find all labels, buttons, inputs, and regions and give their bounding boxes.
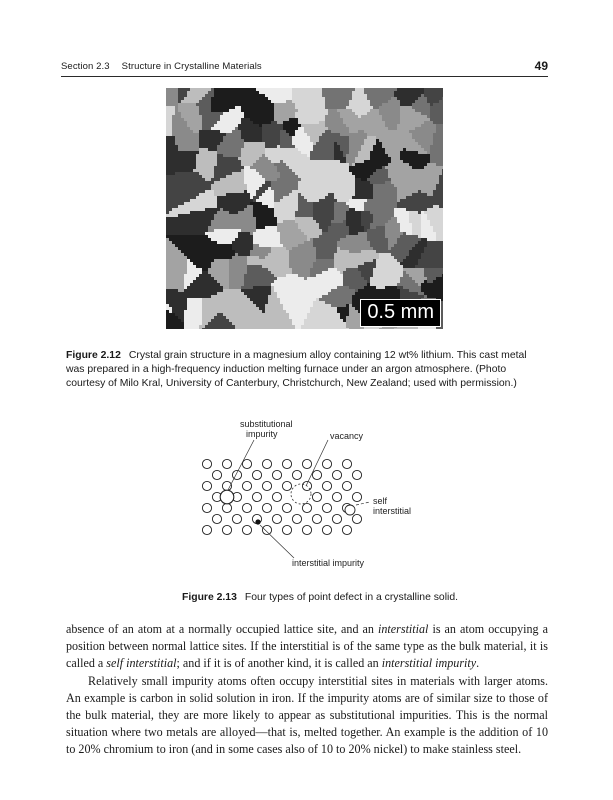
- lattice-atom: [352, 492, 361, 501]
- lattice-atom: [322, 503, 331, 512]
- lattice-atom: [352, 514, 361, 523]
- figure-2-13-text: Four types of point defect in a crystalline solid.: [244, 592, 458, 603]
- lattice-atom: [292, 514, 301, 523]
- self-interstitial-leader: [356, 502, 370, 505]
- lattice-atom: [212, 514, 221, 523]
- lattice-atom: [302, 525, 311, 534]
- running-header: [61, 60, 548, 77]
- lattice-atom: [352, 470, 361, 479]
- lattice-atom: [272, 470, 281, 479]
- lattice-atom: [242, 525, 251, 534]
- lattice-atom: [262, 459, 271, 468]
- label-substitutional: substitutional: [240, 419, 293, 429]
- body-text: [66, 621, 548, 759]
- lattice-atom: [202, 503, 211, 512]
- self-interstitial-atom: [345, 505, 355, 515]
- section-number: Section 2.3: [61, 61, 110, 72]
- lattice-atom: [322, 525, 331, 534]
- lattice-atom: [272, 514, 281, 523]
- lattice-atom: [302, 459, 311, 468]
- lattice-atom: [262, 525, 271, 534]
- lattice-atom: [312, 492, 321, 501]
- p1-text-e: ; and if it is of another kind, it is called an: [176, 656, 382, 671]
- label-vacancy: vacancy: [330, 431, 364, 441]
- label-impurity: impurity: [246, 429, 278, 439]
- lattice-atom: [262, 503, 271, 512]
- lattice-atom: [202, 481, 211, 490]
- lattice-atom: [202, 459, 211, 468]
- p1-term-interstitial: interstitial: [378, 622, 429, 636]
- section-name: Structure in Crystalline Materials: [121, 61, 262, 72]
- p1-term-self-interstitial: self interstitial: [106, 656, 177, 671]
- lattice-atom: [252, 470, 261, 479]
- lattice-atom: [282, 503, 291, 512]
- lattice-atom: [332, 470, 341, 479]
- point-defect-diagram: [190, 418, 420, 578]
- lattice-atom: [222, 459, 231, 468]
- p1-text-c: is an atom occupying a position between normal lattice sites. If the interstitial is of the same type as the bulk material, it is called a: [66, 622, 549, 671]
- p1-term-interstitial-impurity: interstitial impurity: [381, 656, 477, 671]
- lattice-atom: [332, 492, 341, 501]
- lattice-atom: [322, 459, 331, 468]
- lattice-atom: [222, 503, 231, 512]
- grain-structure-image: [166, 88, 443, 329]
- lattice-atom: [312, 470, 321, 479]
- lattice-atom: [322, 481, 331, 490]
- figure-2-12-text: Crystal grain structure in a magnesium alloy containing 12 wt% lithium. This cast metal was prepared in a high-frequency induction melting furnace under an argon atmosphere. (Photo courtesy of Milo Kral, University of Canterbury, Christchurch, New Zealand; used with permission.): [66, 350, 527, 389]
- lattice-atom: [232, 514, 241, 523]
- lattice-atom: [242, 503, 251, 512]
- lattice-atom: [292, 470, 301, 479]
- p1-text-a: absence of an atom at a normally occupied lattice site, and an: [66, 622, 379, 636]
- p1-text-g: .: [476, 656, 480, 671]
- lattice-atom: [212, 470, 221, 479]
- grain-structure-photo: [166, 88, 443, 329]
- lattice-atom: [242, 459, 251, 468]
- page-number: 49: [534, 59, 548, 73]
- scale-bar: 0.5 mm: [360, 299, 441, 327]
- label-interstitial-impurity: interstitial impurity: [292, 558, 365, 568]
- section-title: [61, 61, 262, 72]
- paragraph-1: [66, 621, 548, 673]
- lattice-atom: [262, 481, 271, 490]
- figure-2-12-label: Figure 2.12: [66, 350, 121, 361]
- interstitial-impurity-atom: [255, 519, 260, 524]
- lattice-atom: [272, 492, 281, 501]
- lattice-atom: [342, 525, 351, 534]
- lattice-atom: [332, 514, 341, 523]
- figure-2-13-label: Figure 2.13: [182, 592, 237, 603]
- lattice-atom: [282, 481, 291, 490]
- lattice-atom: [342, 459, 351, 468]
- lattice-atom: [282, 459, 291, 468]
- lattice-atom: [342, 481, 351, 490]
- lattice-atom: [252, 492, 261, 501]
- paragraph-2: Relatively small impurity atoms often occupy interstitial sites in materials with larger atoms. An example is carbon in solid solution in iron. If the impurity atoms are of similar size to those of the bulk material, they are more likely to appear as substitutional impurities. This is the normal situation where two metals are alloyed—that is, melted together. An example is the addition of 10 to 20% chromium to iron (and in some cases also of 10 to 20% nickel) to make stainless steel.: [66, 673, 548, 757]
- lattice-atom: [242, 481, 251, 490]
- lattice-atom: [302, 503, 311, 512]
- figure-2-13-caption: [182, 592, 482, 603]
- substitutional-impurity-atom: [220, 490, 234, 504]
- lattice-atom: [312, 514, 321, 523]
- lattice-atom: [202, 525, 211, 534]
- label-interstitial: interstitial: [373, 506, 412, 516]
- label-self: self: [373, 496, 388, 506]
- lattice-atom: [222, 525, 231, 534]
- figure-2-12-caption: [66, 349, 546, 391]
- lattice-atom: [282, 525, 291, 534]
